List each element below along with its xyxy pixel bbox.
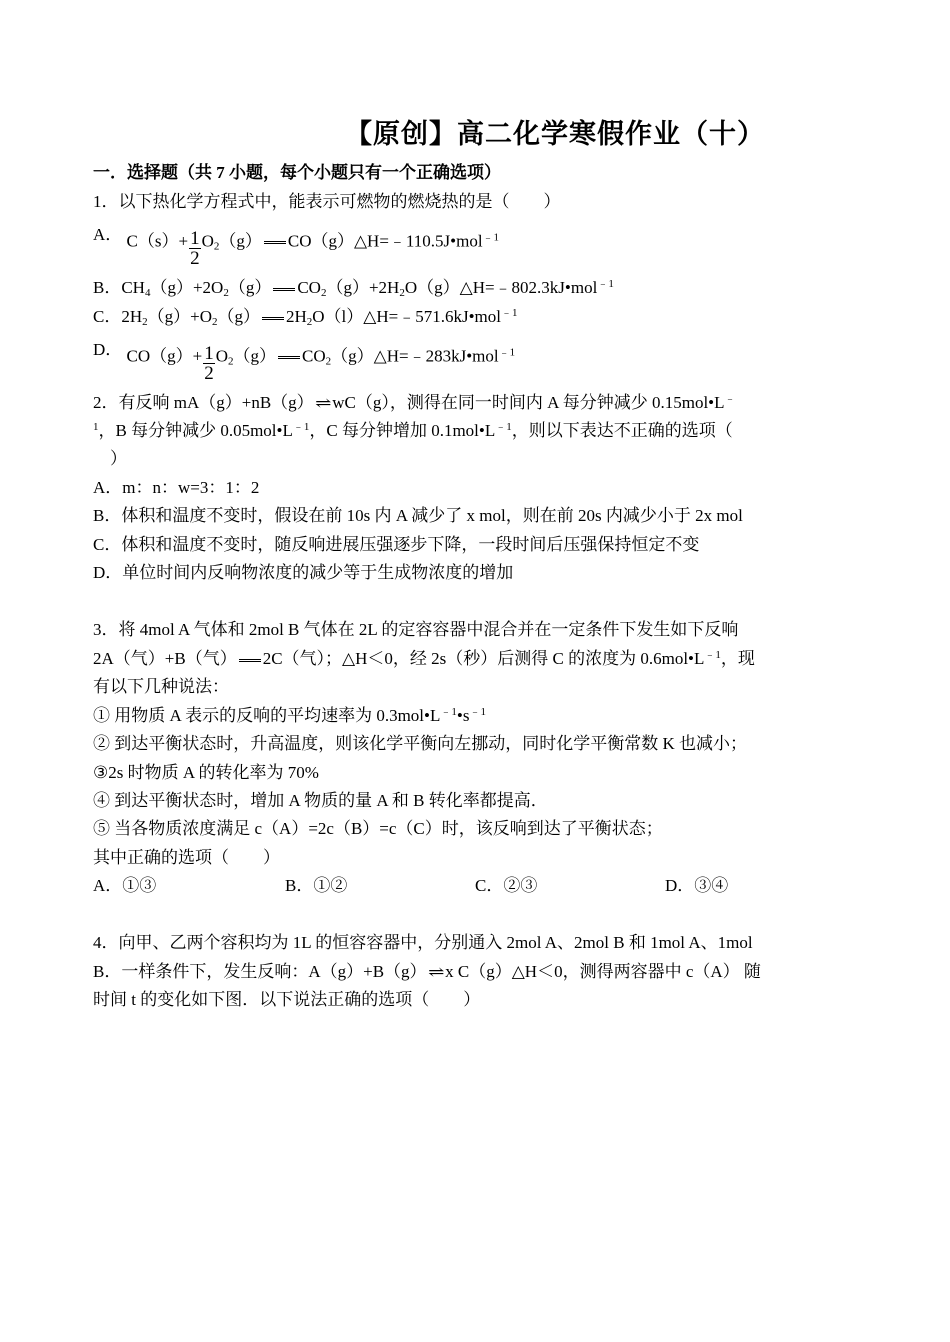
equals-sign: [262, 317, 284, 320]
q2-option-b: B．体积和温度不变时，假设在前 10s 内 A 减少了 x mol，则在前 20s 内减少小于 2x mol: [93, 506, 743, 525]
q4-line-1: 4．向甲、乙两个容积均为 1L 的恒容容器中，分别通入 2mol A、2mol B 和 1mol A、1mol: [93, 933, 753, 952]
q1-stem: 1．以下热化学方程式中，能表示可燃物的燃烧热的是（ ）: [93, 192, 561, 211]
q3-statement-5: ⑤ 当各物质浓度满足 c（A）=2c（B）=c（C）时，该反响到达了平衡状态；: [93, 819, 663, 838]
q1-option-a: A． C（s）+ $\frac{1}{2}$ $O_2(g)$ CO（g）△H=﹣110.5J•mol$^{﹣1}$: [93, 225, 500, 269]
equals-sign: [273, 288, 295, 291]
q2-option-a: A．m：n：w=3：1：2: [93, 478, 260, 497]
q3-option-b: B．①②: [285, 876, 348, 895]
half-fraction: $\frac{1}{2}$: [190, 228, 200, 269]
reversible-arrow-icon: ⇌: [427, 965, 445, 981]
q2-line-2: $^1$，B 每分钟减少 $0.05mol•L^{﹣1}$，C 每分钟增加 $0.1mol•L^{﹣1}$，则以下表达不正确的选项（: [93, 421, 733, 440]
q3-statement-3: ③2s 时物质 A 的转化率为 70%: [93, 763, 319, 782]
q3-ask: 其中正确的选项（ ）: [93, 848, 280, 867]
page-title: 【原创】高二化学寒假作业（十）: [345, 119, 765, 150]
q1-option-d: D． CO（g）+ $\frac{1}{2}$ $O_2(g)$ $CO_2(g)\triangle H=﹣283kJ•mol^{﹣1}$: [93, 340, 516, 384]
q3-option-d: D．③④: [665, 876, 729, 895]
q1-d-label: D．: [93, 340, 123, 360]
q3-line-2: 2A（气）+B（气） 2C（气）；△H＜0，经 2s（秒）后测得 C 的浓度为 $0.6mol•L^{﹣1}$，现: [93, 649, 755, 668]
equals-sign: [278, 356, 300, 359]
half-fraction: $\frac{1}{2}$: [204, 343, 214, 384]
q2-option-c: C．体积和温度不变时，随反响进展压强逐步下降，一段时间后压强保持恒定不变: [93, 535, 700, 554]
q3-line-1: 3．将 4mol A 气体和 2mol B 气体在 2L 的定容容器中混合并在一定条件下发生如下反响: [93, 620, 739, 639]
q3-option-c: C．②③: [475, 876, 538, 895]
q2-line-1: 2．有反响 mA（g）+nB（g）⇌wC（g），测得在同一时间内 A 每分钟减少 0.15mol•L﹣: [93, 392, 736, 415]
q4-line-2: B．一样条件下，发生反响：A（g）+B（g）⇌x C（g）△H＜0，测得两容器中 c（A） 随: [93, 961, 761, 984]
q4-line-3: 时间 t 的变化如下图．以下说法正确的选项（ ）: [93, 990, 481, 1009]
q3-line-3: 有以下几种说法：: [93, 677, 229, 696]
q2-option-d: D．单位时间内反响物浓度的减少等于生成物浓度的增加: [93, 563, 514, 582]
q3-option-a: A．①③: [93, 876, 157, 895]
q3-statement-4: ④ 到达平衡状态时，增加 A 物质的量 A 和 B 转化率都提高．: [93, 791, 548, 810]
q3-statement-1: ① 用物质 A 表示的反响的平均速率为 $0.3mol•L^{﹣1}•s^{﹣1}$: [93, 706, 486, 725]
q1-a-label: A．: [93, 225, 123, 245]
q3-statement-2: ② 到达平衡状态时，升高温度，则该化学平衡向左挪动，同时化学平衡常数 K 也减小；: [93, 734, 748, 753]
q1-option-c: C．$2H_2(g)+O_2(g)$ $2H_2O(l)\triangle H=﹣571.6kJ•mol^{﹣1}$: [93, 307, 518, 328]
q2-line-3: ）: [93, 449, 127, 468]
section-heading: 一．选择题（共 7 小题，每个小题只有一个正确选项）: [93, 163, 501, 182]
equals-sign: [239, 659, 261, 662]
reversible-arrow-icon: ⇌: [314, 396, 332, 412]
q1-option-b: B．$CH_4(g)+2O_2(g)$ $CO_2(g)+2H_2O(g)\triangle H=﹣802.3kJ•mol^{﹣1}$: [93, 278, 614, 299]
equals-sign: [264, 241, 286, 244]
